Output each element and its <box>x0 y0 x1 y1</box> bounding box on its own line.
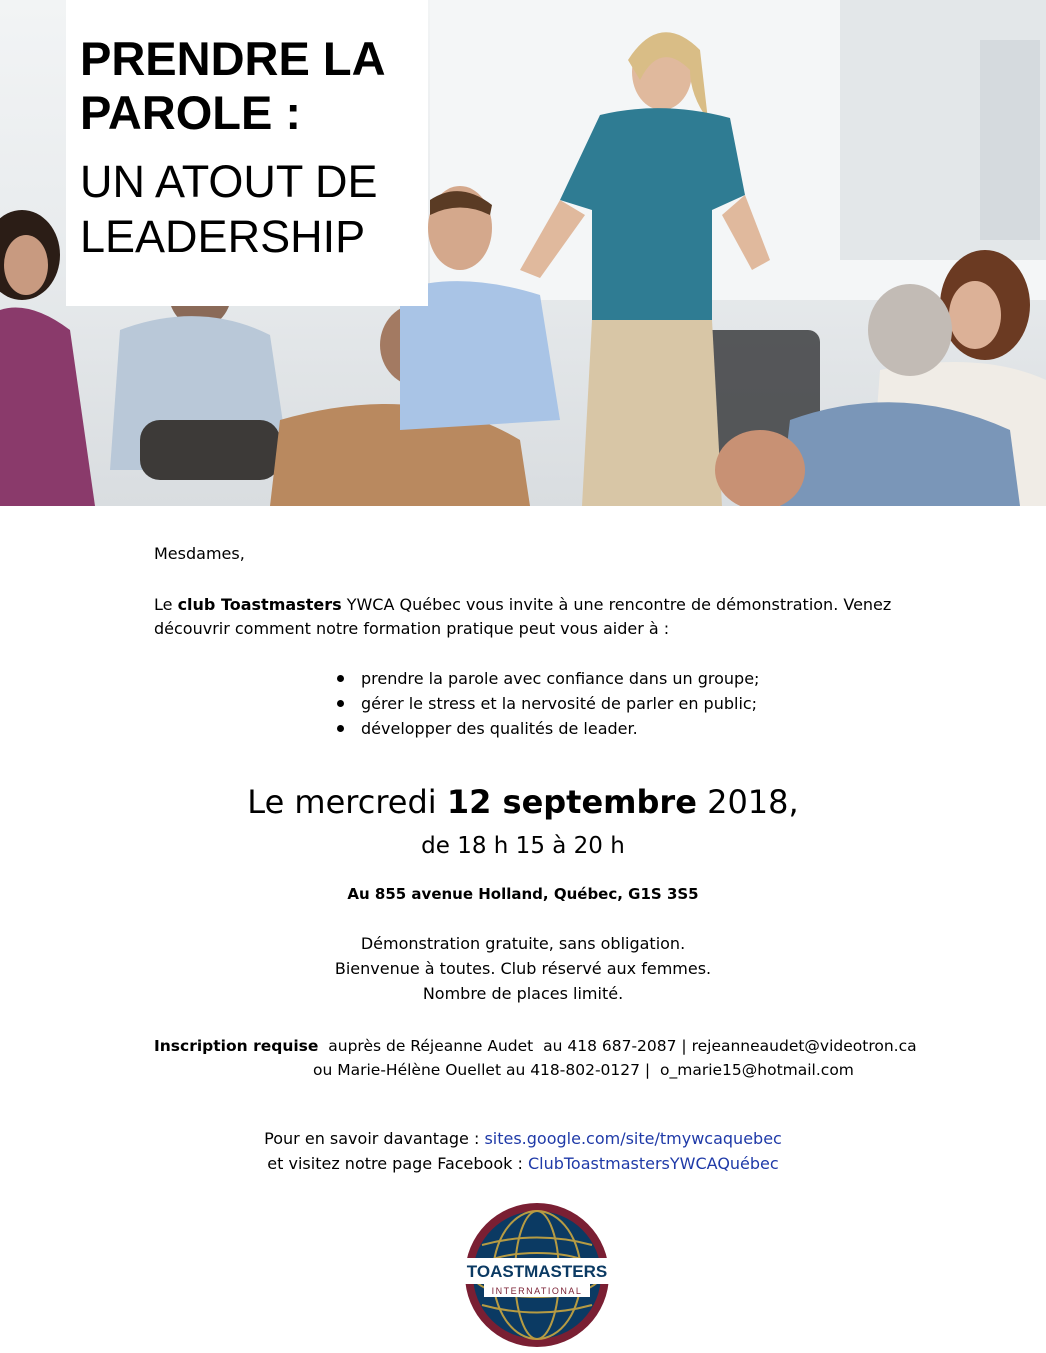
event-info <box>0 931 1046 1006</box>
registration-contact-2: ou Marie-Hélène Ouellet au 418-802-0127 | o_marie15@hotmail.com <box>313 1061 854 1079</box>
hero-photo <box>0 0 1046 506</box>
event-date <box>0 780 1046 824</box>
intro-before: Le <box>154 595 178 614</box>
site-prefix: Pour en savoir davantage : <box>264 1129 485 1148</box>
list-item: développer des qualités de leader. <box>335 716 759 741</box>
facebook-prefix: et visitez notre page Facebook : <box>267 1154 528 1173</box>
list-item: gérer le stress et la nervosité de parler en public; <box>335 691 759 716</box>
intro-paragraph <box>154 593 914 641</box>
info-line: Bienvenue à toutes. Club réservé aux femmes. <box>334 959 712 978</box>
site-line <box>0 1126 1046 1151</box>
date-before: Le mercredi <box>247 783 447 821</box>
salutation: Mesdames, <box>154 544 245 563</box>
event-address: Au 855 avenue Holland, Québec, G1S 3S5 <box>347 885 699 903</box>
registration-label: Inscription requise <box>154 1037 319 1055</box>
facebook-line <box>0 1151 1046 1176</box>
title-box <box>66 0 428 306</box>
list-item: prendre la parole avec confiance dans un groupe; <box>335 666 759 691</box>
info-line: Nombre de places limité. <box>422 984 624 1003</box>
benefits-list <box>335 666 759 741</box>
registration-contact-1: auprès de Réjeanne Audet au 418 687-2087 | rejeanneaudet@videotron.ca <box>318 1037 917 1055</box>
page-title: PRENDRE LA PAROLE : <box>80 32 386 139</box>
intro-after: YWCA Québec vous invite à une rencontre de démonstration. Venez découvrir comment notre formation pratique peut vous aider à : <box>154 595 892 638</box>
date-bold: 12 septembre <box>446 783 697 821</box>
site-link[interactable]: sites.google.com/site/tmywcaquebec <box>484 1129 782 1148</box>
registration-line-1 <box>154 1034 917 1059</box>
page-subtitle: UN ATOUT DE LEADERSHIP <box>80 156 378 262</box>
logo-text-sub: INTERNATIONAL <box>491 1286 583 1296</box>
more-info <box>0 1126 1046 1176</box>
event-time: de 18 h 15 à 20 h <box>421 833 625 859</box>
toastmasters-logo-icon <box>462 1200 612 1350</box>
logo-text-main: TOASTMASTERS <box>466 1262 608 1281</box>
intro-club-name: club Toastmasters <box>177 595 342 614</box>
info-line: Démonstration gratuite, sans obligation. <box>360 934 686 953</box>
date-after: 2018, <box>696 783 799 821</box>
facebook-link[interactable]: ClubToastmastersYWCAQuébec <box>527 1154 779 1173</box>
